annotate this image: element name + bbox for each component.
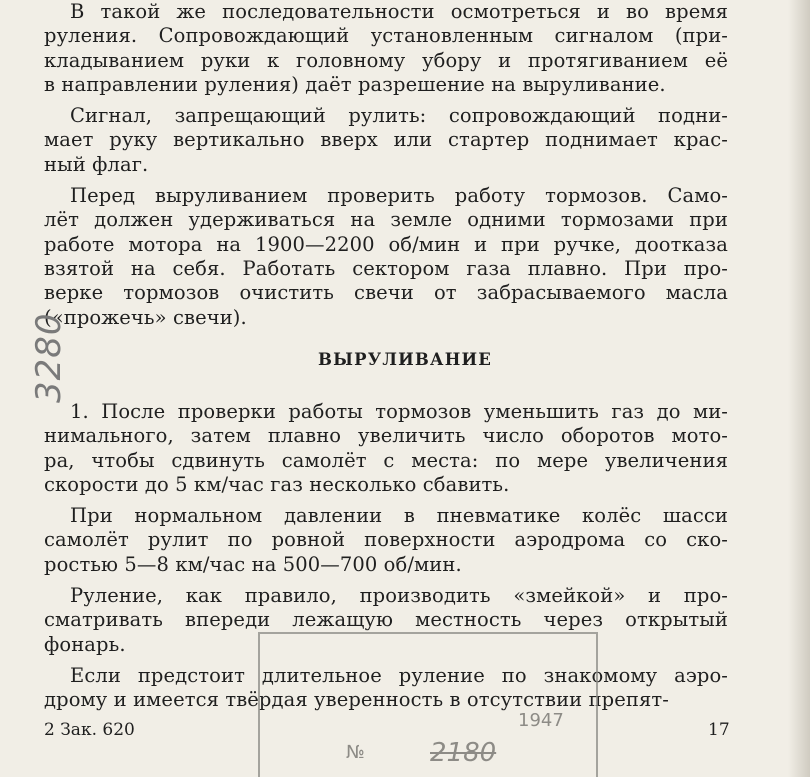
section-heading: ВЫРУЛИВАНИЕ <box>317 350 493 369</box>
text-line: самолёт рулит по ровной поверхности аэродрома со ско- <box>44 528 728 552</box>
text-line: лёт должен удерживаться на земле одними тормозами при <box>44 208 728 232</box>
text-line: Если предстоит длительное руление по знакомому аэро- <box>70 663 728 687</box>
footer-order-number: 2 Зак. 620 <box>44 720 135 740</box>
text-line: Сигнал, запрещающий рулить: сопровождающий подни- <box>70 104 728 128</box>
text-line: в направлении руления) даёт разрешение на выруливание. <box>44 72 666 96</box>
text-line: фонарь. <box>44 632 126 656</box>
text-line: ный флаг. <box>44 152 149 176</box>
text-line: Перед выруливанием проверить работу тормозов. Само- <box>70 184 728 208</box>
paragraph-gap <box>44 177 728 184</box>
text-line: работе мотора на 1900—2200 об/мин и при ручке, доотказа <box>44 232 728 256</box>
paragraph-gap <box>44 497 728 504</box>
text-line: («прожечь» свечи). <box>44 305 247 329</box>
text-line: мает руку вертикально вверх или стартер поднимает крас- <box>44 128 728 152</box>
text-line: нимального, затем плавно увеличить число оборотов мото- <box>44 424 728 448</box>
paragraph-gap <box>44 97 728 104</box>
text-line: Руление, как правило, производить «змейкой» и про- <box>70 584 728 608</box>
text-line: ростью 5—8 км/час на 500—700 об/мин. <box>44 552 462 576</box>
stamp-number: 2180 <box>430 738 497 768</box>
handwritten-margin-number: 3280 <box>29 312 69 403</box>
stamp-mark: № <box>346 742 365 763</box>
text-line: кладыванием руки к головному убору и протягиванием её <box>44 48 728 72</box>
text-line: дрому и имеется твёрдая уверенность в отсутствии препят- <box>44 688 669 712</box>
text-line: 1. После проверки работы тормозов уменьшить газ до ми- <box>70 400 728 423</box>
text-line: В такой же последовательности осмотреться и во время <box>70 0 728 23</box>
text-line: взятой на себя. Работать сектором газа плавно. При про- <box>44 256 728 280</box>
text-line: сматривать впереди лежащую местность через открытый <box>44 608 728 632</box>
paragraph-gap <box>44 577 728 584</box>
text-column-top <box>44 0 728 330</box>
page-edge-shadow <box>788 0 810 777</box>
page-number: 17 <box>708 720 730 740</box>
text-line: скорости до 5 км/час газ несколько сбавить. <box>44 472 510 496</box>
text-line: При нормальном давлении в пневматике колёс шасси <box>70 504 728 528</box>
text-line: ра, чтобы сдвинуть самолёт с места: по мере увеличения <box>44 448 728 472</box>
stamp-year: 1947 <box>518 710 564 731</box>
text-line: верке тормозов очистить свечи от забрасываемого масла <box>44 281 728 305</box>
library-stamp <box>258 632 598 777</box>
text-line: руления. Сопровождающий установленным сигналом (при- <box>44 24 728 48</box>
